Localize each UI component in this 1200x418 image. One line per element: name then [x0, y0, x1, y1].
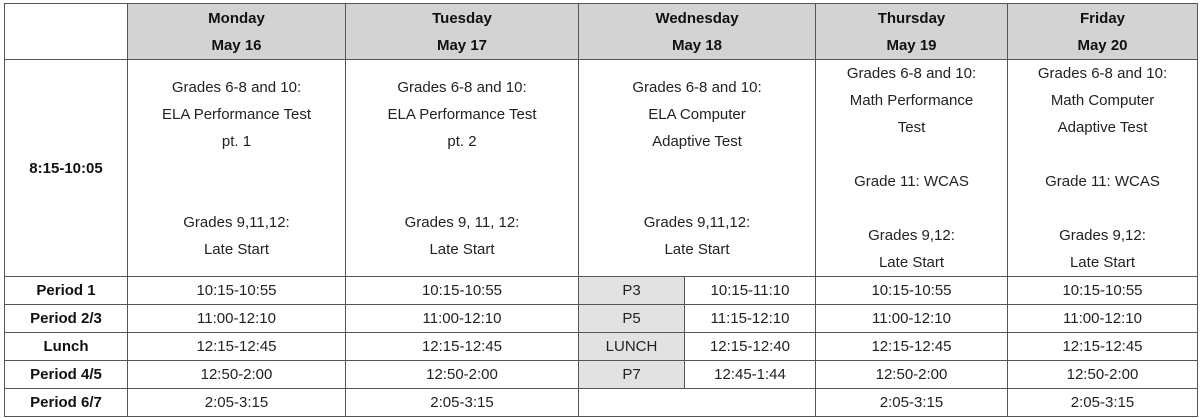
wednesday-empty-cell: [579, 389, 816, 417]
corner-cell: [5, 4, 128, 60]
friday-time: 10:15-10:55: [1008, 277, 1198, 305]
thursday-time: 2:05-3:15: [816, 389, 1008, 417]
test-line: Grades 6-8 and 10:: [1037, 65, 1168, 82]
day-date: May 17: [436, 36, 488, 54]
late-start-line: Grades 9,11,12:: [643, 213, 751, 231]
friday-time: 12:15-12:45: [1008, 333, 1198, 361]
monday-time: 11:00-12:10: [128, 305, 346, 333]
wednesday-time: 10:15-11:10: [685, 277, 816, 305]
day-header-tuesday: [346, 4, 579, 60]
test-line: Test: [897, 119, 926, 136]
period-row: [5, 305, 1198, 333]
monday-test-cell: [128, 60, 346, 277]
friday-time: 12:50-2:00: [1008, 361, 1198, 389]
monday-time: 2:05-3:15: [128, 389, 346, 417]
day-name: Tuesday: [432, 9, 492, 27]
late-start-line: Late Start: [203, 240, 270, 258]
day-date: May 20: [1077, 36, 1128, 54]
day-name: Thursday: [877, 9, 946, 27]
test-line: ELA Performance Test: [162, 105, 311, 123]
day-name: Monday: [208, 9, 265, 27]
test-line: Math Computer: [1050, 92, 1155, 109]
late-start-line: Late Start: [878, 254, 945, 271]
wednesday-period-label: P5: [579, 305, 685, 333]
late-start-line: Grades 9,12:: [868, 227, 955, 244]
period-label: Period 2/3: [5, 305, 128, 333]
wcas-line: Grade 11: WCAS: [1045, 173, 1160, 190]
testing-time-label: 8:15-10:05: [5, 60, 128, 277]
wednesday-test-cell: [579, 60, 816, 277]
monday-time: 10:15-10:55: [128, 277, 346, 305]
wednesday-time: 12:15-12:40: [685, 333, 816, 361]
test-line: Grades 6-8 and 10:: [397, 78, 527, 96]
thursday-time: 11:00-12:10: [816, 305, 1008, 333]
day-header-monday: [128, 4, 346, 60]
late-start-line: Late Start: [429, 240, 495, 258]
thursday-time: 12:50-2:00: [816, 361, 1008, 389]
test-line: Adaptive Test: [652, 132, 742, 150]
period-label: Lunch: [5, 333, 128, 361]
tuesday-time: 12:15-12:45: [346, 333, 579, 361]
tuesday-time: 12:50-2:00: [346, 361, 579, 389]
tuesday-test-cell: [346, 60, 579, 277]
tuesday-time: 10:15-10:55: [346, 277, 579, 305]
period-label: Period 1: [5, 277, 128, 305]
test-line: Grades 6-8 and 10:: [632, 78, 762, 96]
test-line: ELA Performance Test: [387, 105, 537, 123]
test-line: pt. 1: [221, 132, 252, 150]
thursday-test-cell: [816, 60, 1008, 277]
testing-block-row: [5, 60, 1198, 277]
day-date: May 18: [671, 36, 723, 54]
period-row: [5, 389, 1198, 417]
late-start-line: Late Start: [664, 240, 730, 258]
period-row: [5, 361, 1198, 389]
test-line: pt. 2: [447, 132, 477, 150]
day-name: Wednesday: [655, 9, 739, 27]
thursday-time: 12:15-12:45: [816, 333, 1008, 361]
wednesday-time: 11:15-12:10: [685, 305, 816, 333]
wednesday-period-label: P7: [579, 361, 685, 389]
late-start-line: Grades 9,12:: [1059, 227, 1146, 244]
lunch-row: [5, 333, 1198, 361]
late-start-line: Late Start: [1069, 254, 1136, 271]
day-header-thursday: [816, 4, 1008, 60]
test-line: Math Performance: [849, 92, 974, 109]
friday-time: 11:00-12:10: [1008, 305, 1198, 333]
late-start-line: Grades 9, 11, 12:: [404, 213, 520, 231]
period-row: [5, 277, 1198, 305]
tuesday-time: 11:00-12:10: [346, 305, 579, 333]
test-line: Grades 6-8 and 10:: [171, 78, 302, 96]
test-line: ELA Computer: [648, 105, 746, 123]
thursday-time: 10:15-10:55: [816, 277, 1008, 305]
friday-time: 2:05-3:15: [1008, 389, 1198, 417]
day-name: Friday: [1079, 9, 1125, 27]
wcas-line: Grade 11: WCAS: [854, 173, 969, 190]
wednesday-period-label: LUNCH: [579, 333, 685, 361]
test-line: Adaptive Test: [1057, 119, 1148, 136]
day-date: May 16: [211, 36, 262, 54]
test-line: Grades 6-8 and 10:: [846, 65, 977, 82]
late-start-line: Grades 9,11,12:: [183, 213, 290, 231]
wednesday-period-label: P3: [579, 277, 685, 305]
wednesday-time: 12:45-1:44: [685, 361, 816, 389]
tuesday-time: 2:05-3:15: [346, 389, 579, 417]
day-header-friday: [1008, 4, 1198, 60]
testing-schedule-table: [4, 3, 1198, 417]
day-header-wednesday: [579, 4, 816, 60]
header-row: [5, 4, 1198, 60]
monday-time: 12:50-2:00: [128, 361, 346, 389]
friday-test-cell: [1008, 60, 1198, 277]
period-label: Period 6/7: [5, 389, 128, 417]
day-date: May 19: [886, 36, 937, 54]
period-label: Period 4/5: [5, 361, 128, 389]
monday-time: 12:15-12:45: [128, 333, 346, 361]
